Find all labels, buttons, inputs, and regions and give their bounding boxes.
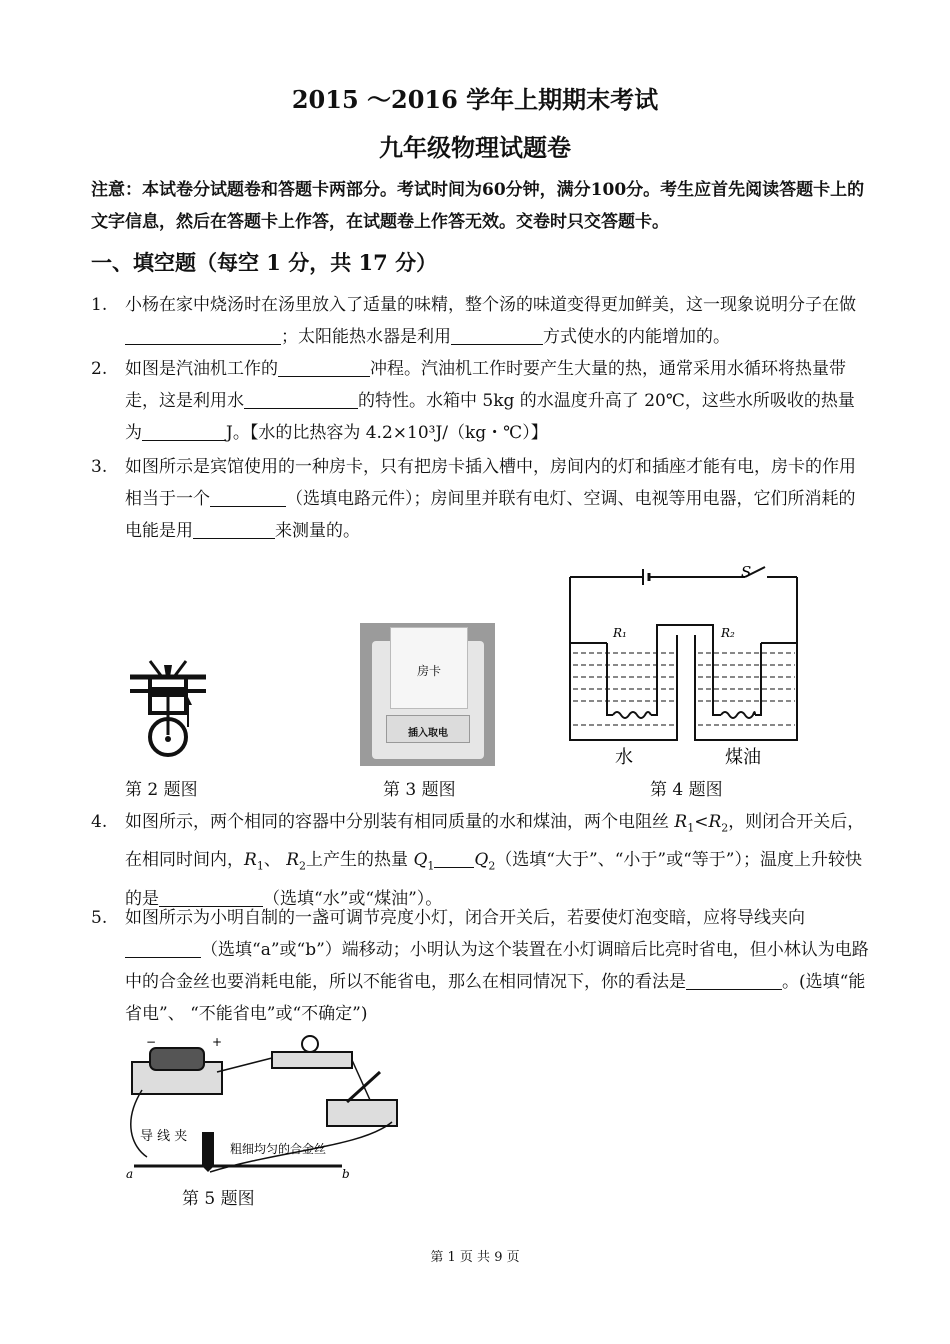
question-number: 5. xyxy=(91,908,108,928)
symbol-q2: Q xyxy=(474,850,489,871)
heating-circuit-diagram xyxy=(565,565,805,775)
symbol-q1: Q xyxy=(413,850,428,871)
symbol-r1: R xyxy=(244,850,257,871)
answer-blank xyxy=(142,420,226,441)
symbol-sub: 2 xyxy=(721,821,729,835)
fig5-caption: 第 5 题图 xyxy=(182,1189,255,1209)
question-text: 来测量的。 xyxy=(275,521,360,541)
answer-blank xyxy=(210,486,286,507)
symbol-sub: 1 xyxy=(687,821,695,835)
exam-subtitle: 九年级物理试题卷 xyxy=(379,133,571,162)
question-text: （选填“a”或“b”）端移动；小明认为这个装置在小灯调暗后比亮时省电，但小林认为电路中的合金丝也要消耗电能，所以不能省电，那么在相同情况下，你的看法是 xyxy=(125,940,869,992)
symbol-lt: < xyxy=(694,812,709,832)
alloy-wire-label: 粗细均匀的合金丝 xyxy=(230,1142,327,1156)
end-b-label: b xyxy=(342,1167,350,1181)
question-text: 如图所示是宾馆使用的一种房卡，只有把房卡插入槽中，房间内的灯和插座才能有电，房卡的作用相当于一个 xyxy=(125,457,856,509)
question-text: 上产生的热量 xyxy=(306,850,414,871)
question-text: J。【水的比热容为 4.2×10³J/（kg・℃）】 xyxy=(226,423,548,443)
question-number: 4. xyxy=(91,812,108,832)
card-label: 房卡 xyxy=(416,664,441,678)
symbol-sub: 1 xyxy=(256,859,264,873)
engine-diagram xyxy=(128,655,208,765)
question-4 xyxy=(91,806,871,915)
question-text: 的特性。水箱中 5kg 的水温度升高了 20℃，这些水所吸收的热量为 xyxy=(125,391,855,443)
clip-label: 导 线 夹 xyxy=(140,1129,188,1144)
exam-title: 2015 ～2016 学年上期期末考试 xyxy=(291,85,659,114)
answer-blank xyxy=(686,969,782,990)
dimmer-circuit-diagram xyxy=(122,1032,407,1182)
question-number: 2. xyxy=(91,359,108,379)
answer-blank xyxy=(451,324,543,345)
symbol-sub: 2 xyxy=(488,859,496,873)
switch-label: S xyxy=(741,563,752,581)
kerosene-label: 煤油 xyxy=(725,747,761,768)
battery-plus-label: + xyxy=(212,1035,223,1049)
question-text: 如图所示为小明自制的一盏可调节亮度小灯，闭合开关后，若要使灯泡变暗，应将导线夹向 xyxy=(125,908,805,928)
question-2 xyxy=(91,353,871,449)
answer-blank xyxy=(125,324,281,345)
question-text: 。(选填“能省电”、 “不能省电”或“不确定”) xyxy=(125,972,866,1024)
answer-blank xyxy=(193,518,275,539)
question-text: ；太阳能热水器是利用 xyxy=(281,327,451,347)
question-text: （选填“水”或“煤油”）。 xyxy=(263,888,443,909)
symbol-r2: R xyxy=(708,812,722,832)
question-text: 、 xyxy=(263,850,287,871)
question-text: 如图所示，两个相同的容器中分别装有相同质量的水和煤油，两个电阻丝 xyxy=(125,812,675,832)
end-a-label: a xyxy=(126,1167,134,1181)
r2-label: R₂ xyxy=(721,626,735,640)
answer-blank xyxy=(125,937,201,958)
slot-label: 插入取电 xyxy=(408,728,448,739)
question-text: （选填“大于”、“小于”或“等于”）；温度上升较快的是 xyxy=(125,850,862,909)
question-text: （选填电路元件）；房间里并联有电灯、空调、电视等用电器，它们所消耗的电能是用 xyxy=(125,489,856,541)
question-text: 如图是汽油机工作的 xyxy=(125,359,278,379)
room-card xyxy=(390,627,468,709)
fig2-caption: 第 2 题图 xyxy=(125,780,198,800)
answer-blank xyxy=(434,847,474,868)
symbol-sub: 2 xyxy=(299,859,307,873)
room-card-photo xyxy=(360,623,495,766)
card-slot xyxy=(386,715,470,743)
question-number: 3. xyxy=(91,457,108,477)
answer-blank xyxy=(278,356,370,377)
question-text: 方式使水的内能增加的。 xyxy=(543,327,730,347)
section-title: 一、填空题（每空 1 分，共 17 分） xyxy=(91,250,438,275)
symbol-sub: 1 xyxy=(427,859,435,873)
exam-notice: 注意：本试卷分试题卷和答题卡两部分。考试时间为60分钟，满分100分。考生应首先阅读答题卡上的文字信息，然后在答题卡上作答，在试题卷上作答无效。交卷时只交答题卡。 xyxy=(91,180,865,232)
r1-label: R₁ xyxy=(613,626,627,640)
symbol-r2: R xyxy=(286,850,300,871)
question-text: 冲程。汽油机工作时要产生大量的热，通常采用水循环将热量带走，这是利用水 xyxy=(125,359,846,411)
fig3-caption: 第 3 题图 xyxy=(383,780,456,800)
question-text: ，则闭合开关后，在相同时间内， xyxy=(125,812,865,871)
question-5 xyxy=(91,902,871,1030)
question-number: 1. xyxy=(91,295,108,315)
question-text: 小杨在家中烧汤时在汤里放入了适量的味精，整个汤的味道变得更加鲜美，这一现象说明分子在做 xyxy=(125,295,856,315)
water-label: 水 xyxy=(615,747,633,768)
answer-blank xyxy=(244,388,358,409)
question-1 xyxy=(91,289,871,353)
battery-minus-label: − xyxy=(146,1035,157,1049)
fig4-caption: 第 4 题图 xyxy=(650,780,723,800)
page-footer: 第 1 页 共 9 页 xyxy=(430,1250,520,1265)
symbol-r1: R xyxy=(674,812,688,832)
question-3 xyxy=(91,451,871,547)
